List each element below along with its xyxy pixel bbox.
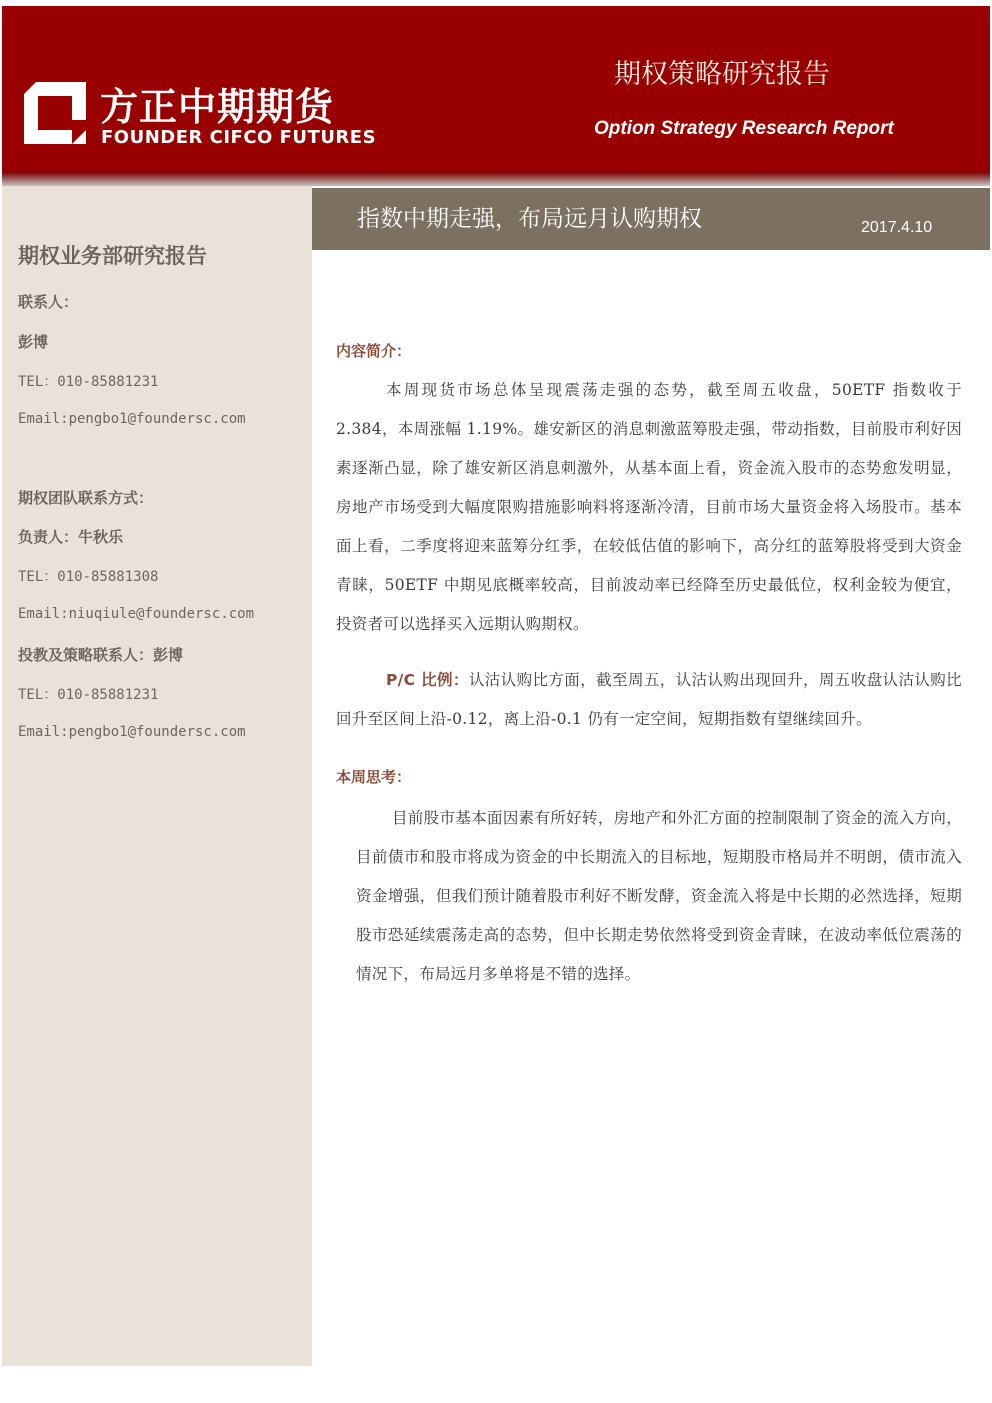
sidebar-title: 期权业务部研究报告 bbox=[18, 244, 207, 268]
pc-ratio-text: 认沽认购比方面，截至周五，认沽认购出现回升，周五收盘认沽认购比回升至区间上沿-0.12，离上沿-0.1 仍有一定空间，短期指数有望继续回升。 bbox=[336, 671, 962, 728]
company-name-cn: 方正中期期货 bbox=[100, 85, 335, 129]
pc-ratio-label: P/C 比例： bbox=[386, 671, 469, 689]
report-title: 指数中期走强，布局远月认购期权 bbox=[357, 206, 702, 232]
pc-ratio-paragraph bbox=[336, 661, 962, 739]
contact-email[interactable]: Email:pengbo1@foundersc.com bbox=[18, 411, 246, 427]
company-name-en: FOUNDER CIFCO FUTURES bbox=[101, 127, 377, 148]
team-leader: 负责人：牛秋乐 bbox=[18, 528, 124, 546]
summary-paragraph: 本周现货市场总体呈现震荡走强的态势，截至周五收盘，50ETF 指数收于 2.384，本周涨幅 1.19%。雄安新区的消息刺激蓝筹股走强，带动指数，目前股市利好因素逐渐凸显，除了雄安新区消息刺激外，从基本面上看，资金流入股市的态势愈发明显，房地产市场受到大幅度限购措施影响料将逐渐冷清，目前市场大量资金将入场股市。基本面上看，二季度将迎来蓝筹分红季，在较低估值的影响下，高分红的蓝筹股将受到大资金青睐，50ETF 中期见底概率较高，目前波动率已经降至历史最低位，权利金较为便宜，投资者可以选择买入远期认购期权。 bbox=[336, 381, 962, 633]
founder-logo-icon bbox=[22, 80, 88, 146]
edu-tel: TEL：010-85881231 bbox=[18, 687, 159, 703]
contact-name: 彭博 bbox=[18, 333, 49, 351]
report-date: 2017.4.10 bbox=[861, 219, 933, 236]
team-email[interactable]: Email:niuqiule@foundersc.com bbox=[18, 606, 255, 622]
contact-label: 联系人： bbox=[18, 293, 79, 311]
team-label: 期权团队联系方式： bbox=[18, 489, 154, 507]
summary-heading: 内容简介： bbox=[336, 342, 412, 360]
team-tel: TEL：010-85881308 bbox=[18, 569, 159, 585]
report-type-cn: 期权策略研究报告 bbox=[614, 59, 830, 90]
contact-sidebar bbox=[2, 186, 312, 1366]
edu-email[interactable]: Email:pengbo1@foundersc.com bbox=[18, 724, 246, 740]
thoughts-paragraph: 目前股市基本面因素有所好转，房地产和外汇方面的控制限制了资金的流入方向，目前债市和股市将成为资金的中长期流入的目标地，短期股市格局并不明朗，债市流入资金增强，但我们预计随着股市利好不断发酵，资金流入将是中长期的必然选择，短期股市恐延续震荡走高的态势，但中长期走势依然将受到资金青睐，在波动率低位震荡的情况下，布局远月多单将是不错的选择。 bbox=[356, 809, 962, 983]
thoughts-heading: 本周思考： bbox=[336, 768, 412, 786]
header-divider bbox=[2, 172, 990, 186]
edu-contact-label: 投教及策略联系人：彭博 bbox=[18, 646, 184, 664]
contact-tel: TEL：010-85881231 bbox=[18, 374, 159, 390]
report-type-en: Option Strategy Research Report bbox=[594, 118, 894, 139]
